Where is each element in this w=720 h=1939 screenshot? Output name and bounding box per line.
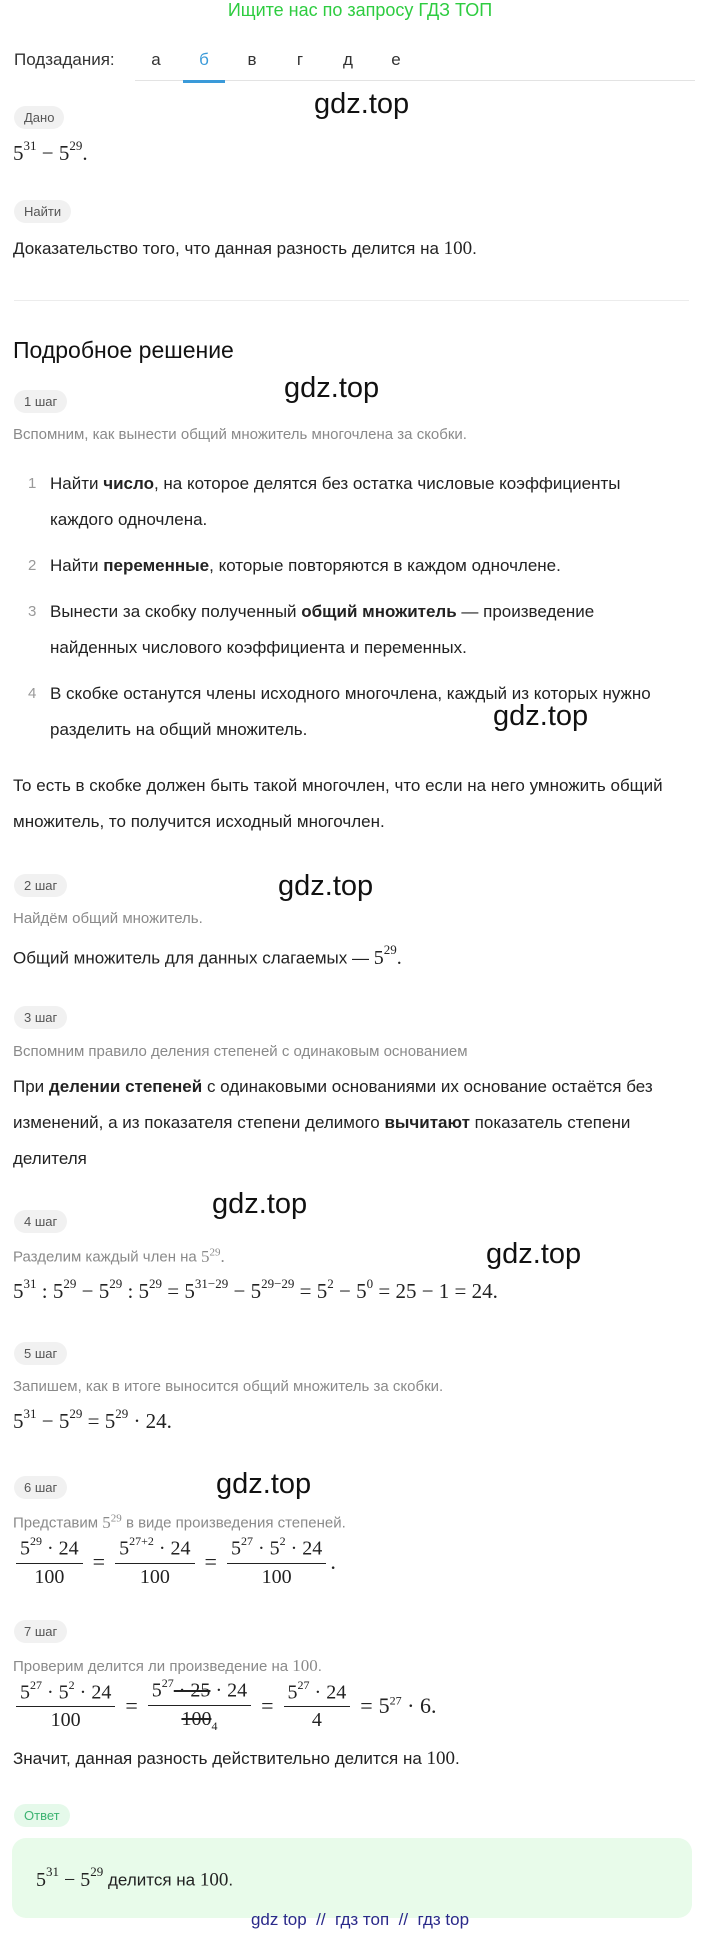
step7-equation: $\frac{5^{27} \cdot 5^2 \cdot 24}{100}$ = $\frac{5^{27} \cdot 25 \cdot 24}{100_4}$ = $\frac{5^{27} \cdot 24}{4}$ = $5^{27} \cdot 6$.	[12, 1678, 436, 1734]
subtasks-label: Подзадания:	[14, 50, 115, 69]
fraction: $\frac{5^{27} \cdot 5^2 \cdot 24}{100}$	[227, 1536, 326, 1589]
step2-text: Общий множитель для данных слагаемых — $5^{29}$.	[13, 942, 402, 969]
step1-list	[14, 466, 674, 758]
watermark: gdz.top	[216, 1468, 312, 1500]
given-expression: $5^{31} - 5^{29}$.	[13, 138, 88, 165]
step1-pill: 1 шаг	[14, 390, 67, 413]
list-item: 4 В скобке останутся члены исходного многочлена, каждый из которых нужно разделить на общий множитель.	[28, 684, 651, 739]
tab-d[interactable]: д	[343, 50, 353, 69]
step2-hint: Найдём общий множитель.	[13, 910, 203, 927]
divider	[14, 300, 689, 301]
top-banner[interactable]: Ищите нас по запросу ГДЗ ТОП	[227, 0, 493, 20]
fraction: $\frac{5^{29} \cdot 24}{100}$	[16, 1536, 83, 1589]
step4-pill: 4 шаг	[14, 1210, 67, 1233]
find-text: Доказательство того, что данная разность делится на 100.	[13, 238, 477, 259]
step5-pill: 5 шаг	[14, 1342, 67, 1365]
find-pill: Найти	[14, 200, 71, 223]
watermark: gdz.top	[212, 1188, 308, 1220]
watermark: gdz.top	[284, 372, 380, 404]
list-item: 3 Вынести за скобку полученный общий множитель — произведение найденных числового коэффициента и переменных.	[28, 602, 595, 657]
subtask-tabs	[135, 44, 695, 81]
answer-pill: Ответ	[14, 1804, 70, 1827]
tab-b[interactable]: б	[183, 50, 225, 83]
step4-equation: $5^{31}$ : $5^{29} - 5^{29}$ : $5^{29} = 5^{31-29} - 5^{29-29} = 5^2 - 5^0 = 25 - 1 = 24$.	[13, 1276, 498, 1303]
answer-text: $5^{31} - 5^{29}$ делится на 100.	[36, 1864, 234, 1891]
fraction: $\frac{5^{27} \cdot 24}{4}$	[284, 1680, 351, 1733]
watermark: gdz.top	[278, 870, 374, 902]
step7-conclusion: Значит, данная разность действительно делится на 100.	[13, 1748, 460, 1769]
step6-equation: $\frac{5^{29} \cdot 24}{100}$ = $\frac{5^{27+2} \cdot 24}{100}$ = $\frac{5^{27} \cdot 5^2 \cdot 24}{100}$ .	[12, 1536, 336, 1589]
fraction: $\frac{5^{27} \cdot 5^2 \cdot 24}{100}$	[16, 1680, 115, 1733]
tab-e[interactable]: е	[391, 50, 401, 69]
step2-pill: 2 шаг	[14, 874, 67, 897]
step1-hint: Вспомним, как вынести общий множитель многочлена за скобки.	[13, 426, 467, 443]
solution-title: Подробное решение	[13, 337, 234, 363]
step3-rule: При делении степеней с одинаковыми основаниями их основание остаётся без изменений, а из показателя степени делимого вычитают показатель степени делителя	[13, 1077, 653, 1168]
step7-hint: Проверим делится ли произведение на 100.	[13, 1656, 322, 1675]
fraction-cancelled: $\frac{5^{27} \cdot 25 \cdot 24}{100_4}$	[148, 1678, 251, 1734]
step5-hint: Запишем, как в итоге выносится общий множитель за скобки.	[13, 1378, 444, 1395]
list-item: 2 Найти переменные, которые повторяются в каждом одночлене.	[28, 556, 561, 575]
tab-v[interactable]: в	[247, 50, 257, 69]
step1-summary: То есть в скобке должен быть такой многочлен, что если на него умножить общий множитель, то получится исходный многочлен.	[13, 776, 663, 831]
step3-hint: Вспомним правило деления степеней с одинаковым основанием	[13, 1043, 468, 1060]
watermark: gdz.top	[486, 1238, 582, 1270]
step5-equation: $5^{31} - 5^{29} = 5^{29} \cdot 24$.	[13, 1406, 172, 1433]
step3-pill: 3 шаг	[14, 1006, 67, 1029]
fraction: $\frac{5^{27+2} \cdot 24}{100}$	[115, 1536, 194, 1589]
step4-hint: Разделим каждый член на $5^{29}$.	[13, 1246, 225, 1266]
watermark: gdz.top	[493, 700, 589, 732]
watermark: gdz.top	[314, 88, 410, 120]
tab-g[interactable]: г	[296, 50, 304, 69]
step6-pill: 6 шаг	[14, 1476, 67, 1499]
step7-pill: 7 шаг	[14, 1620, 67, 1643]
footer-links[interactable]: gdz top // гдз топ // гдз top	[250, 1910, 470, 1929]
list-item: 1 Найти число, на которое делятся без остатка числовые коэффициенты каждого одночлена.	[28, 474, 621, 529]
tab-a[interactable]: а	[151, 50, 161, 69]
step6-hint: Представим $5^{29}$ в виде произведения степеней.	[13, 1512, 346, 1532]
given-pill: Дано	[14, 106, 64, 129]
